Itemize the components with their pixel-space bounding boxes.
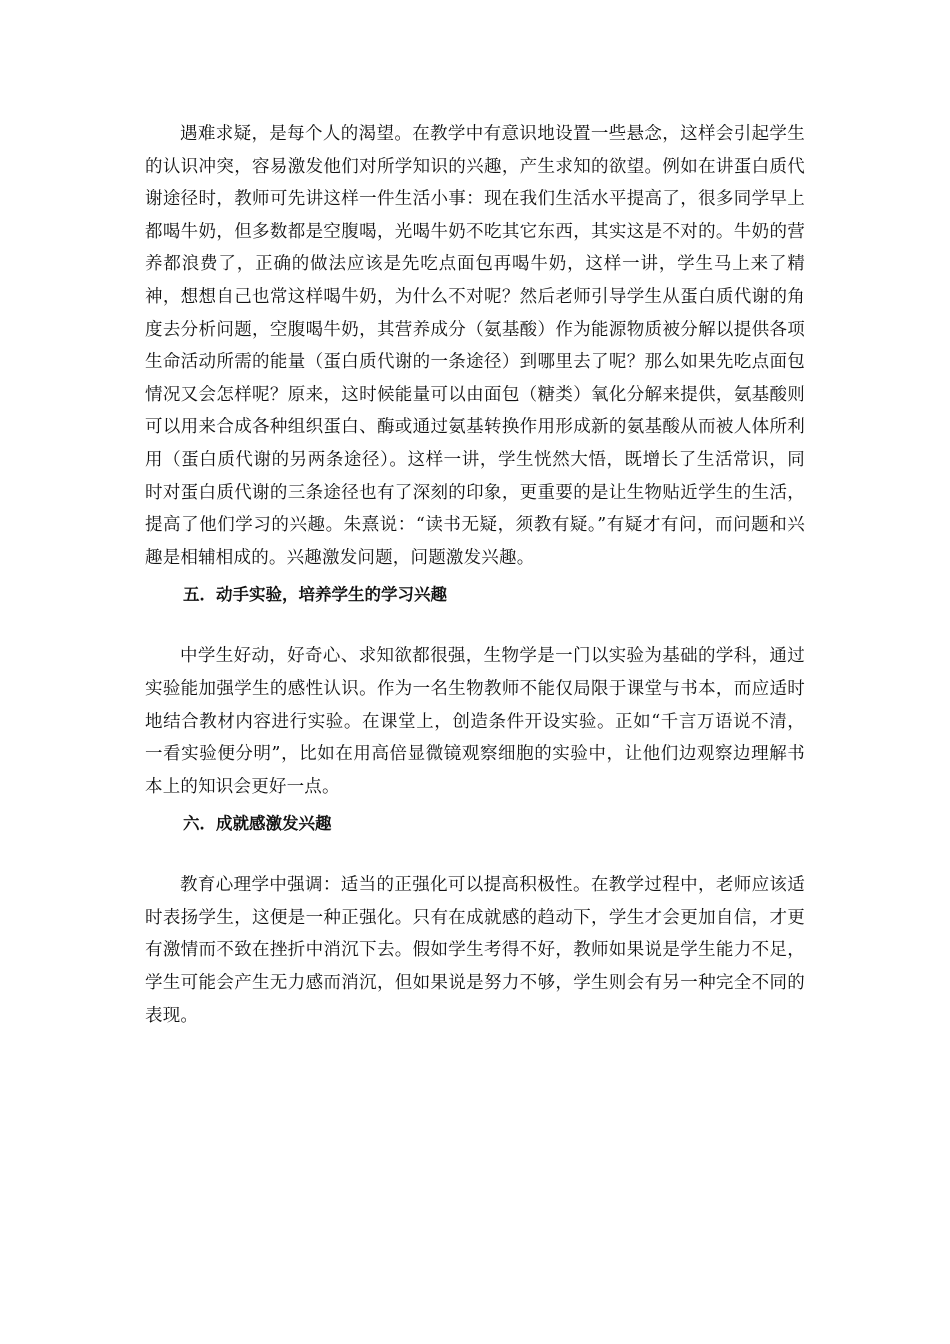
document-body <box>145 118 805 1032</box>
paragraph-achievement: 教育心理学中强调：适当的正强化可以提高积极性。在教学过程中，老师应该适时表扬学生，这便是一种正强化。只有在成就感的趋动下，学生才会更加自信，才更有激情而不致在挫折中消沉下去。假如学生考得不好，教师如果说是学生能力不足，学生可能会产生无力感而消沉，但如果说是努力不够，学生则会有另一种完全不同的表现。 <box>145 875 805 1026</box>
paragraph-experiment: 中学生好动，好奇心、求知欲都很强，生物学是一门以实验为基础的学科，通过实验能加强学生的感性认识。作为一名生物教师不能仅局限于课堂与书本，而应适时地结合教材内容进行实验。在课堂上，创造条件开设实验。正如“千言万语说不清，一看实验便分明”，比如在用高倍显微镜观察细胞的实验中，让他们边观察边理解书本上的知识会更好一点。 <box>145 646 805 797</box>
section-spacer <box>145 610 805 640</box>
section-spacer <box>145 839 805 869</box>
section-heading-6: 六．成就感激发兴趣 <box>183 814 332 834</box>
paragraph-suspense: 遇难求疑，是每个人的渴望。在教学中有意识地设置一些悬念，这样会引起学生的认识冲突，容易激发他们对所学知识的兴趣，产生求知的欲望。例如在讲蛋白质代谢途径时，教师可先讲这样一件生活小事：现在我们生活水平提高了，很多同学早上都喝牛奶，但多数都是空腹喝，光喝牛奶不吃其它东西，其实这是不对的。牛奶的营养都浪费了，正确的做法应该是先吃点面包再喝牛奶，这样一讲，学生马上来了精神，想想自己也常这样喝牛奶，为什么不对呢？然后老师引导学生从蛋白质代谢的角度去分析问题，空腹喝牛奶，其营养成分（氨基酸）作为能源物质被分解以提供各项生命活动所需的能量（蛋白质代谢的一条途径）到哪里去了呢？那么如果先吃点面包情况又会怎样呢？原来，这时候能量可以由面包（糖类）氧化分解来提供，氨基酸则可以用来合成各种组织蛋白、酶或通过氨基转换作用形成新的氨基酸从而被人体所利用（蛋白质代谢的另两条途径）。这样一讲，学生恍然大悟，既增长了生活常识，同时对蛋白质代谢的三条途径也有了深刻的印象，更重要的是让生物贴近学生的生活，提高了他们学习的兴趣。朱熹说：“读书无疑，须教有疑。”有疑才有问，而问题和兴趣是相辅相成的。兴趣激发问题，问题激发兴趣。 <box>145 124 805 568</box>
section-heading-5: 五．动手实验，培养学生的学习兴趣 <box>183 585 447 605</box>
